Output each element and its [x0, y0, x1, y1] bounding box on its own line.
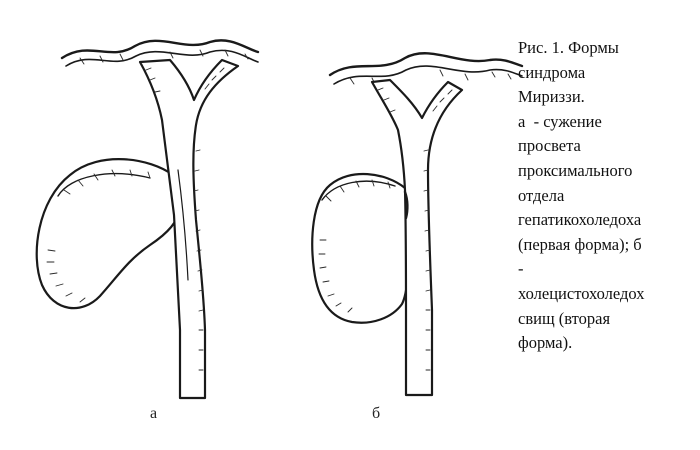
caption-line: (первая форма); б	[518, 234, 642, 254]
caption-line: синдрома	[518, 62, 586, 82]
gallbladder-b	[312, 174, 408, 323]
panel-label-b: б	[372, 405, 381, 422]
liver-edge-b	[330, 53, 522, 84]
figure-b	[312, 53, 522, 395]
caption-line: Рис. 1. Формы	[518, 38, 619, 57]
caption-line: гепатикохоледоха	[518, 210, 642, 230]
caption-line: Мириззи.	[518, 87, 585, 107]
panel-label-a: а	[150, 405, 158, 422]
caption-line: холецистохоледох	[518, 283, 645, 303]
caption-line: проксимального	[518, 160, 633, 180]
figure-caption	[518, 36, 696, 356]
caption-line: форма).	[518, 333, 573, 353]
figure-a	[37, 40, 258, 398]
caption-line: отдела	[518, 185, 565, 205]
gallbladder-a	[37, 159, 184, 308]
caption-line: а - сужение	[518, 111, 602, 131]
caption-line: просвета	[518, 136, 581, 156]
caption-line: свищ (вторая	[518, 308, 611, 328]
caption-line: -	[518, 259, 524, 279]
